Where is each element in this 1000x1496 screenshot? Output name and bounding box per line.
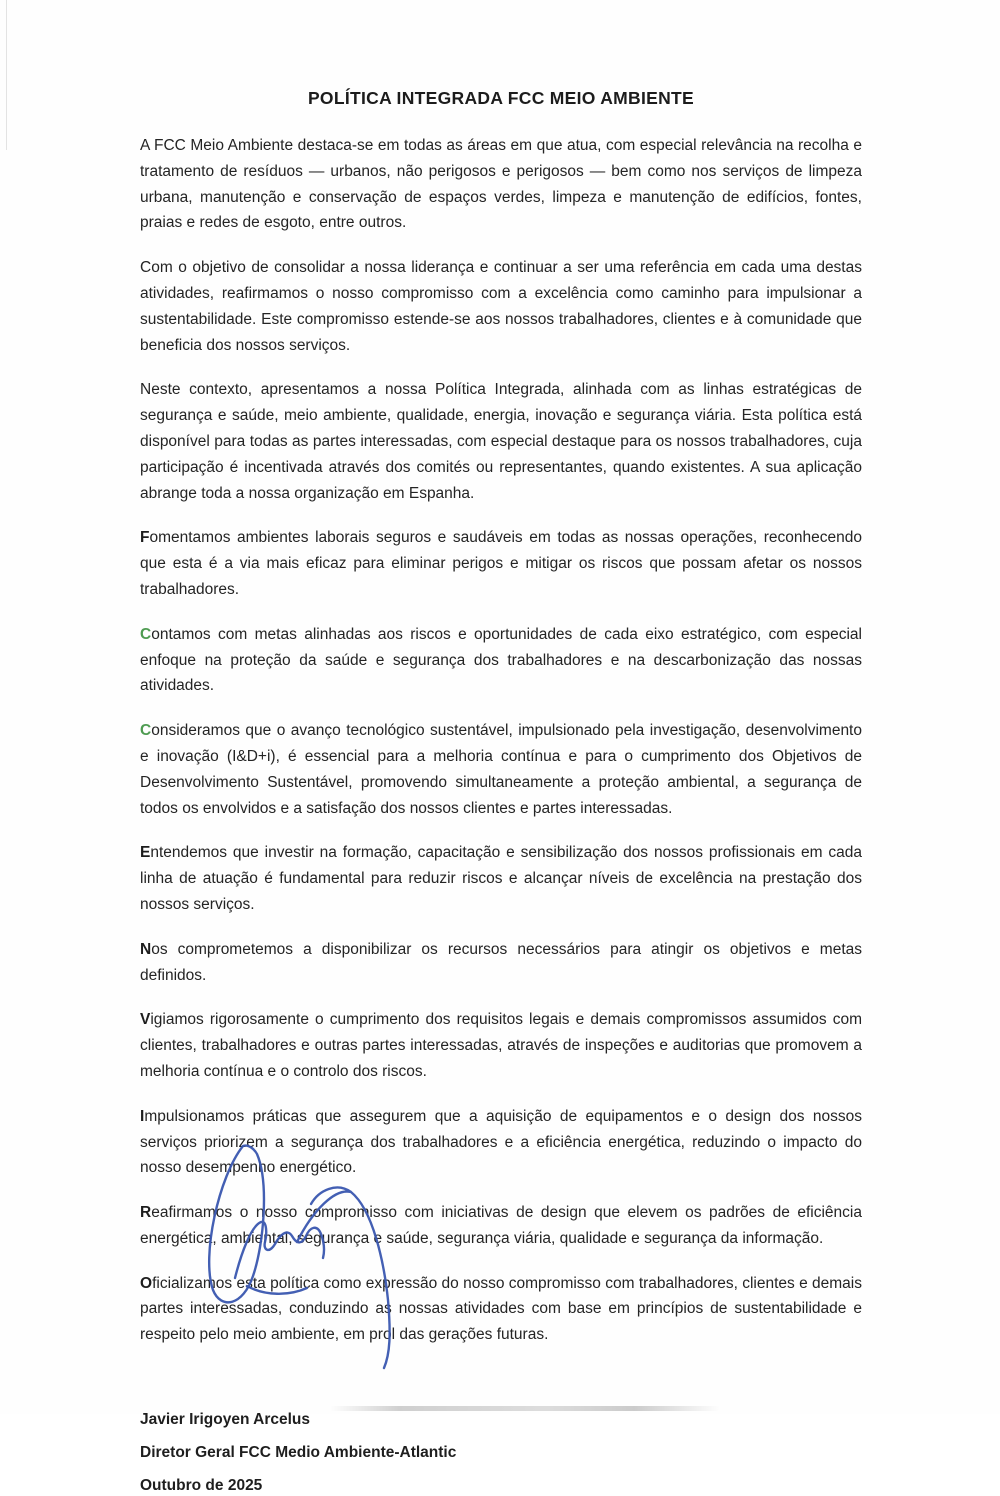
paragraph-text: Neste contexto, apresentamos a nossa Política Integrada, alinhada com as linhas estratégicas de segurança e saúde, meio ambiente, qualidade, energia, inovação e segurança viária. Esta política está disponível para todas as partes interessadas, com especial destaque para os nossos trabalhadores, cuja participação é incentivada através dos comités ou representantes, quando existentes. A sua aplicação abrange toda a nossa organização em Espanha. [140, 381, 862, 502]
policy-paragraphs [140, 133, 862, 1348]
paragraph-text: mpulsionamos práticas que assegurem que a aquisição de equipamentos e o design dos nossos serviços priorizem a segurança dos trabalhadores e a eficiência energética, reduzindo o impacto do nosso desempenho energético. [140, 1107, 862, 1177]
policy-paragraph [140, 1007, 862, 1084]
paragraph-text: onsideramos que o avanço tecnológico sustentável, impulsionado pela investigação, desenvolvimento e inovação (I&D+i), é essencial para a melhoria contínua e para o cumprimento dos Objetivos de Desenvolvimento Sustentável, promovendo simultaneamente a proteção ambiental, a segurança de todos os envolvidos e a satisfação dos nossos clientes e partes interessadas. [140, 722, 862, 817]
paragraph-text: omentamos ambientes laborais seguros e saudáveis em todas as nossas operações, reconhecendo que esta é a via mais eficaz para eliminar perigos e mitigar os riscos que possam afetar os nossos trabalhadores. [140, 529, 862, 598]
paragraph-initial: O [140, 1274, 153, 1292]
paragraph-initial: N [140, 940, 152, 958]
policy-paragraph [140, 622, 862, 699]
policy-paragraph [140, 133, 862, 236]
paragraph-initial: R [140, 1204, 152, 1222]
policy-paragraph [140, 1104, 862, 1181]
policy-paragraph [140, 718, 862, 821]
policy-paragraph [140, 377, 862, 506]
paragraph-text: igiamos rigorosamente o cumprimento dos requisitos legais e demais compromissos assumidos com clientes, trabalhadores e outras partes interessadas, através de inspeções e auditorias que promovem a melhoria contínua e o controlo dos riscos. [140, 1011, 862, 1080]
paragraph-initial: V [140, 1011, 151, 1029]
policy-paragraph [140, 1200, 862, 1252]
policy-paragraph [140, 840, 862, 917]
paragraph-initial: I [140, 1107, 145, 1125]
policy-paragraph [140, 525, 862, 602]
policy-paragraph [140, 937, 862, 989]
signature-block [140, 1410, 862, 1496]
signatory-name: Javier Irigoyen Arcelus [140, 1411, 311, 1429]
policy-paragraph [140, 1271, 862, 1348]
paragraph-initial: E [140, 844, 151, 862]
paragraph-text: ntendemos que investir na formação, capacitação e sensibilização dos nossos profissionais em cada linha de atuação é fundamental para reduzir riscos e alcançar níveis de excelência na prestação dos nossos serviços. [140, 844, 862, 913]
paragraph-initial: C [140, 722, 152, 740]
paragraph-initial: F [140, 529, 150, 547]
paragraph-text: ontamos com metas alinhadas aos riscos e oportunidades de cada eixo estratégico, com especial enfoque na proteção da saúde e segurança dos trabalhadores e na descarbonização das nossas atividades. [140, 625, 862, 695]
scan-artifact-bottom [330, 1406, 720, 1411]
paragraph-text: ficializamos esta política como expressão do nosso compromisso com trabalhadores, clientes e demais partes interessadas, conduzindo as nossas atividades com base em princípios de sustentabilidade e respeito pelo meio ambiente, em prol das gerações futuras. [140, 1274, 862, 1344]
paragraph-initial: C [140, 625, 152, 643]
paragraph-text: eafirmamos o nosso compromisso com iniciativas de design que elevem os padrões de eficiência energética, ambiental, segurança e saúde, segurança viária, qualidade e segurança da informação. [140, 1204, 862, 1247]
signature-date: Outubro de 2025 [140, 1477, 263, 1495]
paragraph-text: Com o objetivo de consolidar a nossa liderança e continuar a ser uma referência em cada uma destas atividades, reafirmamos o nosso compromisso com a excelência como caminho para impulsionar a sustentabilidade. Este compromisso estende-se aos nossos trabalhadores, clientes e à comunidade que beneficia dos nossos serviços. [140, 259, 862, 354]
page-title: POLÍTICA INTEGRADA FCC MEIO AMBIENTE [307, 88, 695, 108]
paragraph-text: os comprometemos a disponibilizar os recursos necessários para atingir os objetivos e metas definidos. [140, 940, 862, 984]
paragraph-text: A FCC Meio Ambiente destaca-se em todas as áreas em que atua, com especial relevância na recolha e tratamento de resíduos — urbanos, não perigosos e perigosos — bem como nos serviços de limpeza urbana, manutenção e conservação de espaços verdes, limpeza e manutenção de edifícios, fontes, praias e redes de esgoto, entre outros. [140, 137, 862, 232]
signatory-role: Diretor Geral FCC Medio Ambiente-Atlantic [140, 1444, 457, 1462]
policy-paragraph [140, 255, 862, 358]
